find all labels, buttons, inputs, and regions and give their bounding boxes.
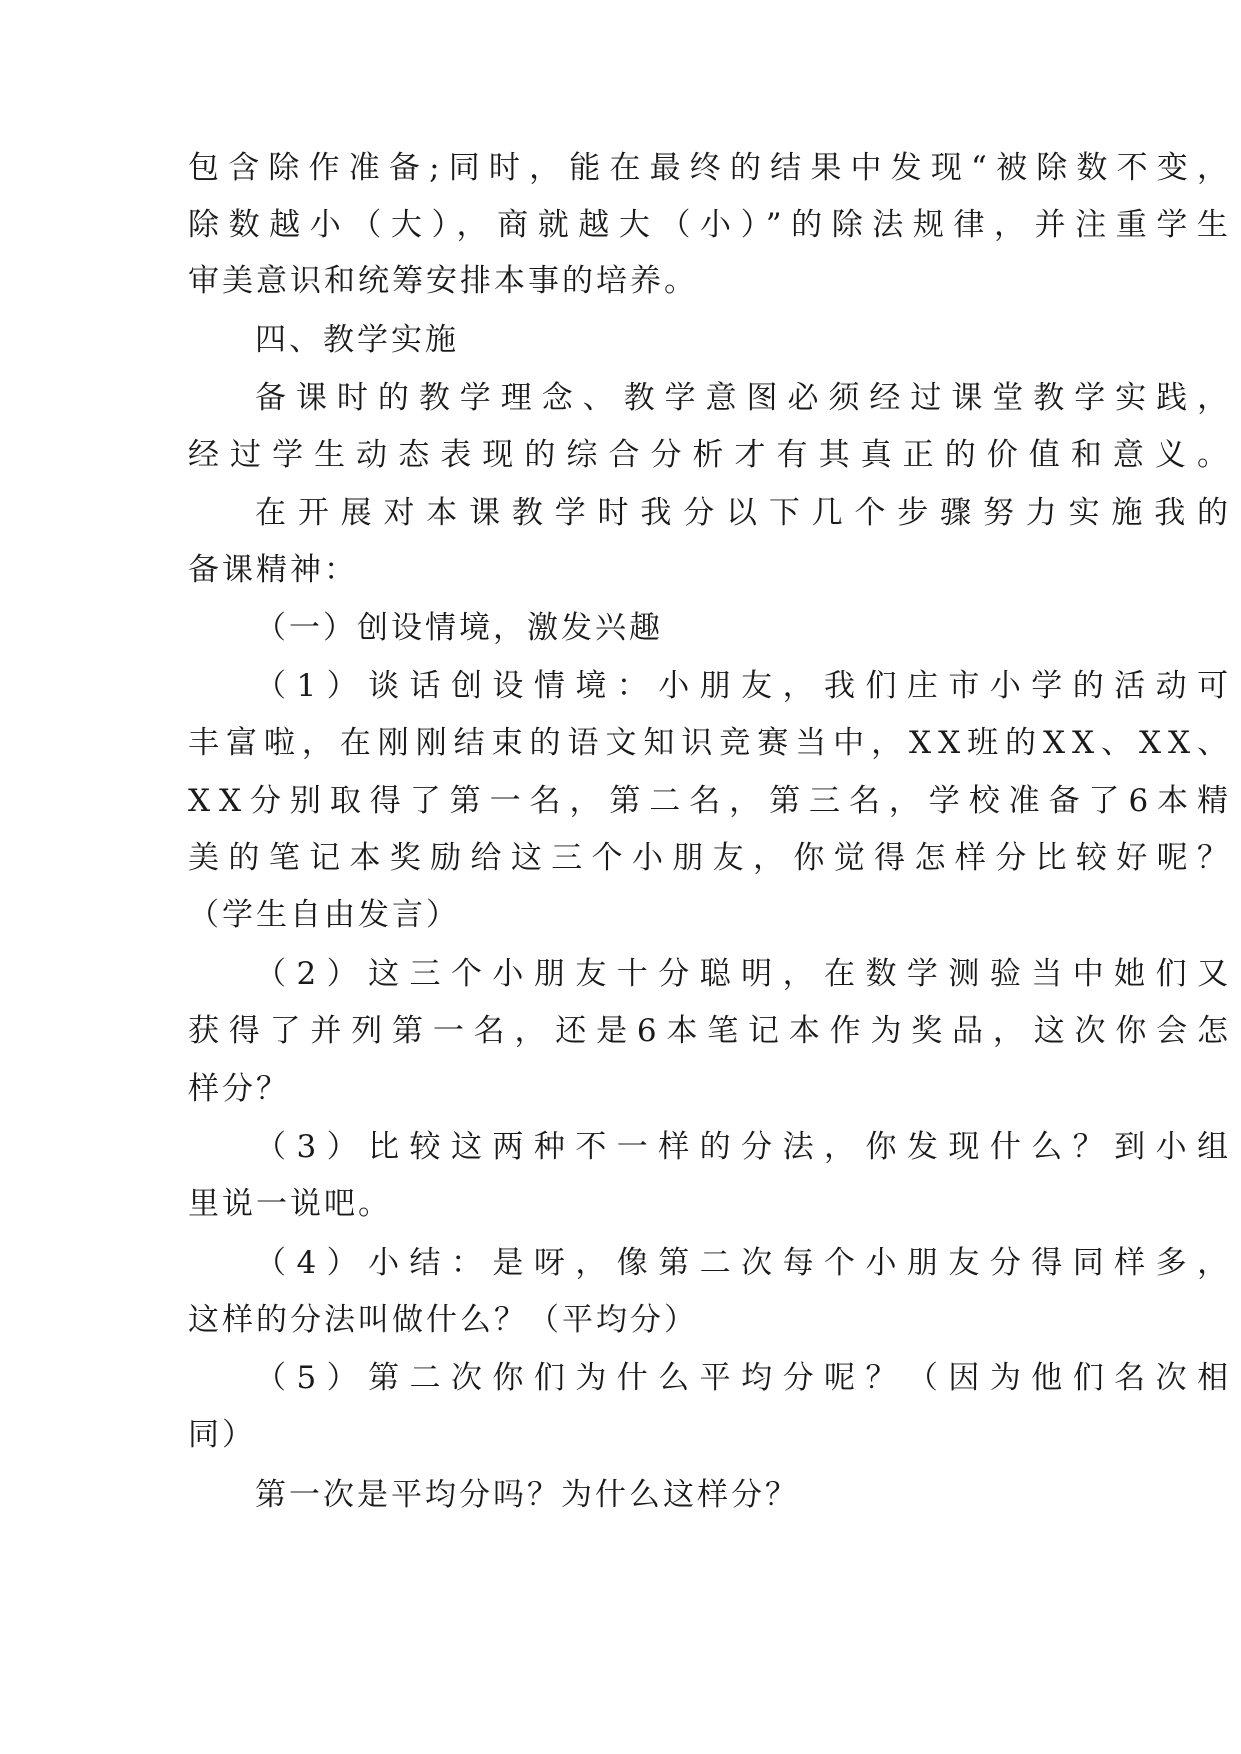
- text-line: 美的笔记本奖励给这三个小朋友，你觉得怎样分比较好呢？: [188, 840, 1238, 876]
- text-line: 这样的分法叫做什么？（平均分）: [188, 1302, 698, 1338]
- text-line: 获得了并列第一名，还是6本笔记本作为奖品，这次你会怎: [188, 1013, 1238, 1049]
- text-line: （学生自由发言）: [188, 897, 460, 933]
- text-line: 样分？: [188, 1071, 290, 1107]
- text-line: （3）比较这两种不一样的分法，你发现什么？到小组: [255, 1129, 1239, 1165]
- text-line: 除数越小（大），商就越大（小）”的除法规律，并注重学生: [188, 207, 1238, 243]
- section-heading: 四、教学实施: [255, 322, 459, 358]
- text-line: （2）这三个小朋友十分聪明，在数学测验当中她们又: [255, 956, 1239, 992]
- text-line: 同）: [188, 1417, 256, 1453]
- subsection-heading: （一）创设情境，激发兴趣: [255, 610, 663, 646]
- text-line: 备课精神：: [188, 552, 358, 588]
- text-line: （1）谈话创设情境：小朋友，我们庄市小学的活动可: [255, 668, 1239, 704]
- text-line: 经过学生动态表现的综合分析才有其真正的价值和意义。: [188, 437, 1239, 473]
- text-line: 备课时的教学理念、教学意图必须经过课堂教学实践，: [255, 380, 1239, 416]
- text-line: 在开展对本课教学时我分以下几个步骤努力实施我的: [255, 495, 1240, 531]
- text-line: 包含除作准备;同时，能在最终的结果中发现“被除数不变，: [188, 150, 1238, 186]
- text-line: 里说一说吧。: [188, 1186, 392, 1222]
- text-line: 第一次是平均分吗？为什么这样分？: [255, 1477, 799, 1513]
- text-line: XX分别取得了第一名，第二名，第三名，学校准备了6本精: [188, 783, 1237, 819]
- text-line: 丰富啦，在刚刚结束的语文知识竞赛当中，XX班的XX、XX、: [188, 725, 1235, 761]
- text-line: （5）第二次你们为什么平均分呢？（因为他们名次相: [255, 1360, 1239, 1396]
- text-line: （4）小结：是呀，像第二次每个小朋友分得同样多，: [255, 1245, 1239, 1281]
- text-line: 审美意识和统筹安排本事的培养。: [188, 263, 698, 299]
